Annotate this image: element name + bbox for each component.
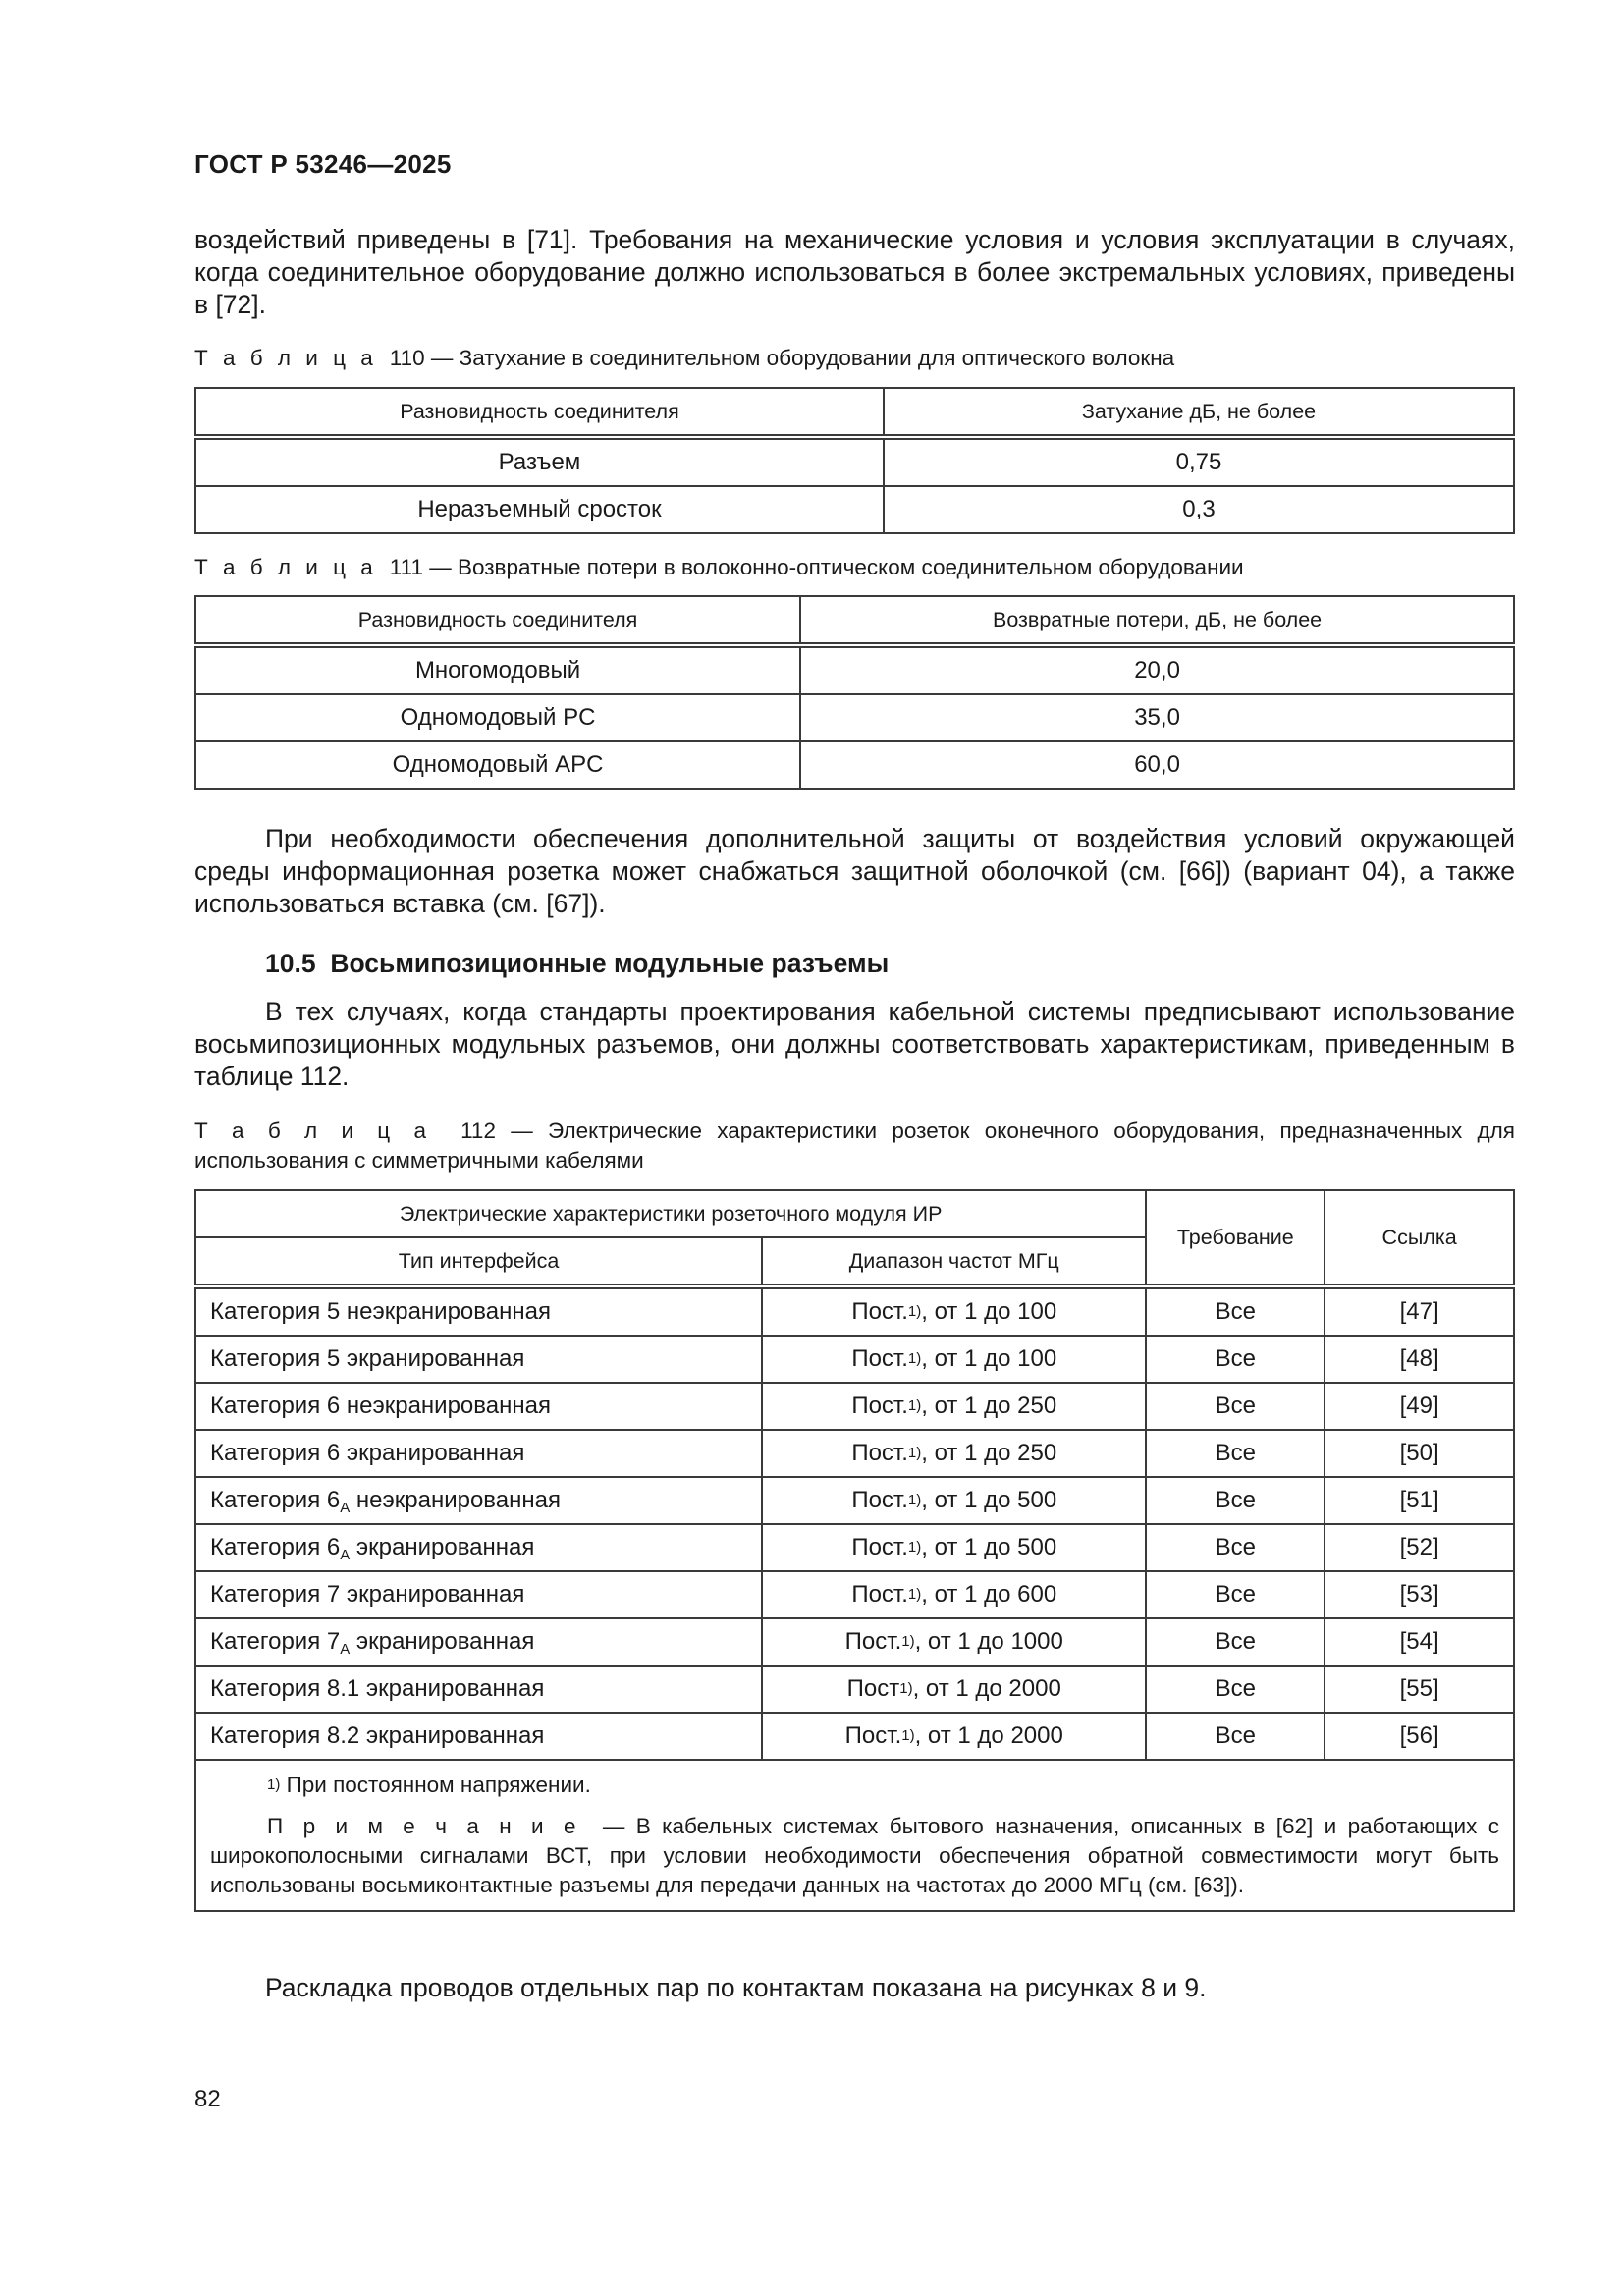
frequency-cell <box>762 1618 1146 1666</box>
table-cell: Многомодовый <box>195 645 800 694</box>
reference-cell: [49] <box>1325 1383 1514 1430</box>
table-row <box>195 1383 1514 1430</box>
section-title: Восьмипозиционные модульные разъемы <box>330 949 890 978</box>
footnote-ref: 1) <box>907 1397 922 1414</box>
reference-cell: [51] <box>1325 1477 1514 1524</box>
type-prefix: Категория 7 <box>210 1628 341 1655</box>
table-row <box>195 1286 1514 1336</box>
document-header: ГОСТ Р 53246—2025 <box>194 149 452 179</box>
section-heading <box>265 949 889 979</box>
table110-caption-text: 110 — Затухание в соединительном оборудовании для оптического волокна <box>389 346 1175 370</box>
freq-range: , от 1 до 500 <box>921 1487 1057 1513</box>
protection-paragraph: При необходимости обеспечения дополнительной защиты от воздействия условий окружающей среды информационная розетка может снабжаться защитной оболочкой (см. [66]) (вариант 04), а также использоваться вставка (см. [67]). <box>194 824 1515 918</box>
table-note <box>210 1812 1499 1900</box>
page-number: 82 <box>194 2086 221 2112</box>
table-row <box>195 694 1514 741</box>
footnote-ref: 1) <box>907 1445 922 1461</box>
requirement-cell: Все <box>1146 1383 1325 1430</box>
frequency-cell <box>762 1524 1146 1571</box>
footnote-ref: 1) <box>907 1350 922 1367</box>
reference-cell: [56] <box>1325 1713 1514 1760</box>
frequency-cell <box>762 1571 1146 1618</box>
frequency-cell <box>762 1430 1146 1477</box>
interface-type-cell: Категория 8.1 экранированная <box>195 1666 762 1713</box>
table112-label: Т а б л и ц а <box>194 1119 431 1143</box>
freq-prefix: Пост. <box>851 1298 908 1325</box>
table110-caption <box>194 344 1515 373</box>
freq-prefix: Пост. <box>851 1440 908 1466</box>
table-row <box>195 1524 1514 1571</box>
table-row <box>195 1618 1514 1666</box>
footnote-ref: 1) <box>899 1680 913 1697</box>
table-row <box>195 437 1514 486</box>
requirement-cell: Все <box>1146 1477 1325 1524</box>
table-row <box>195 1571 1514 1618</box>
table111-caption <box>194 553 1515 582</box>
interface-type-cell <box>195 1477 762 1524</box>
requirement-cell: Все <box>1146 1286 1325 1336</box>
table111-label: Т а б л и ц а <box>194 555 378 579</box>
frequency-cell <box>762 1477 1146 1524</box>
type-suffix: неэкранированная <box>350 1487 561 1513</box>
freq-prefix: Пост. <box>851 1534 908 1560</box>
reference-cell: [48] <box>1325 1336 1514 1383</box>
requirement-cell: Все <box>1146 1618 1325 1666</box>
table112-caption <box>194 1117 1515 1175</box>
reference-cell: [50] <box>1325 1430 1514 1477</box>
table-row <box>195 1713 1514 1760</box>
table-row <box>195 1477 1514 1524</box>
interface-type-cell: Категория 6 экранированная <box>195 1430 762 1477</box>
table112-body <box>195 1286 1514 1760</box>
section-number: 10.5 <box>265 949 316 978</box>
interface-type-cell <box>195 1618 762 1666</box>
table-row <box>195 1430 1514 1477</box>
requirement-cell: Все <box>1146 1713 1325 1760</box>
table111-caption-text: 111 — Возвратные потери в волоконно-оптическом соединительном оборудовании <box>389 555 1244 579</box>
frequency-cell <box>762 1286 1146 1336</box>
table-cell: 60,0 <box>800 741 1514 789</box>
table111-header-type: Разновидность соединителя <box>195 596 800 645</box>
final-paragraph: Раскладка проводов отдельных пар по контактам показана на рисунках 8 и 9. <box>265 1973 1207 2002</box>
requirement-cell: Все <box>1146 1430 1325 1477</box>
freq-range: , от 1 до 500 <box>921 1534 1057 1560</box>
freq-range: , от 1 до 100 <box>921 1298 1057 1325</box>
reference-cell: [52] <box>1325 1524 1514 1571</box>
interface-type-cell: Категория 8.2 экранированная <box>195 1713 762 1760</box>
table110-label: Т а б л и ц а <box>194 346 378 370</box>
footnote <box>210 1771 1499 1800</box>
table-cell: Одномодовый APC <box>195 741 800 789</box>
footnote-ref: 1) <box>901 1727 915 1744</box>
freq-prefix: Пост. <box>851 1487 908 1513</box>
frequency-cell <box>762 1666 1146 1713</box>
interface-type-cell: Категория 5 экранированная <box>195 1336 762 1383</box>
table-110 <box>194 387 1515 534</box>
requirement-cell: Все <box>1146 1336 1325 1383</box>
footnote-text: При постоянном напряжении. <box>286 1773 591 1797</box>
freq-prefix: Пост. <box>844 1722 902 1749</box>
freq-range: , от 1 до 600 <box>921 1581 1057 1608</box>
table112-caption-text: 112 — Электрические характеристики розеток оконечного оборудования, предназначенных для использования с симметричными кабелями <box>194 1119 1515 1173</box>
footnote-ref: 1) <box>907 1586 922 1603</box>
table-cell: 0,75 <box>884 437 1514 486</box>
freq-range: , от 1 до 2000 <box>914 1722 1063 1749</box>
freq-range: , от 1 до 100 <box>921 1345 1057 1372</box>
reference-cell: [54] <box>1325 1618 1514 1666</box>
type-suffix: экранированная <box>350 1534 535 1560</box>
footnote-ref: 1) <box>901 1633 915 1650</box>
type-subscript: A <box>340 1641 351 1658</box>
footnote-marker: 1) <box>267 1777 281 1793</box>
reference-cell: [53] <box>1325 1571 1514 1618</box>
footnote-ref: 1) <box>907 1539 922 1556</box>
table-111 <box>194 595 1515 790</box>
type-prefix: Категория 6 <box>210 1534 341 1560</box>
table110-header-loss: Затухание дБ, не более <box>884 388 1514 437</box>
note-text: — В кабельных системах бытового назначения, описанных в [62] и работающих с широкополосными сигналами ВСТ, при условии необходимости обеспечения обратной совместимости могут быть использованы восьмиконтактные разъемы для передачи данных на частотах до 2000 МГц (см. [63]). <box>210 1814 1499 1897</box>
table111-header-loss: Возвратные потери, дБ, не более <box>800 596 1514 645</box>
type-prefix: Категория 6 <box>210 1487 341 1513</box>
freq-prefix: Пост <box>846 1675 900 1702</box>
freq-prefix: Пост. <box>844 1628 902 1655</box>
freq-range: , от 1 до 250 <box>921 1393 1057 1419</box>
type-subscript: A <box>340 1547 351 1563</box>
table-row <box>195 1666 1514 1713</box>
table-cell: 35,0 <box>800 694 1514 741</box>
table112-group-header: Электрические характеристики розеточного модуля ИР <box>195 1190 1146 1237</box>
table-row <box>195 741 1514 789</box>
table112-footer <box>195 1760 1514 1911</box>
reference-cell: [55] <box>1325 1666 1514 1713</box>
interface-type-cell: Категория 7 экранированная <box>195 1571 762 1618</box>
footnote-ref: 1) <box>907 1492 922 1508</box>
table110-header-type: Разновидность соединителя <box>195 388 884 437</box>
table-row <box>195 486 1514 533</box>
type-suffix: экранированная <box>350 1628 535 1655</box>
frequency-cell <box>762 1713 1146 1760</box>
interface-type-cell <box>195 1524 762 1571</box>
requirement-cell: Все <box>1146 1571 1325 1618</box>
table-112 <box>194 1189 1515 1912</box>
interface-type-cell: Категория 6 неэкранированная <box>195 1383 762 1430</box>
footnote-ref: 1) <box>907 1303 922 1320</box>
section-paragraph: В тех случаях, когда стандарты проектирования кабельной системы предписывают использование восьмипозиционных модульных разъемов, они должны соответствовать характеристикам, приведенным в таблице 112. <box>194 997 1515 1091</box>
frequency-cell <box>762 1336 1146 1383</box>
table112-header-interface: Тип интерфейса <box>195 1237 762 1286</box>
table112-header-reference: Ссылка <box>1325 1190 1514 1286</box>
requirement-cell: Все <box>1146 1524 1325 1571</box>
type-subscript: A <box>340 1500 351 1516</box>
interface-type-cell: Категория 5 неэкранированная <box>195 1286 762 1336</box>
reference-cell: [47] <box>1325 1286 1514 1336</box>
freq-prefix: Пост. <box>851 1345 908 1372</box>
table112-header-requirement: Требование <box>1146 1190 1325 1286</box>
freq-range: , от 1 до 2000 <box>912 1675 1061 1702</box>
freq-prefix: Пост. <box>851 1581 908 1608</box>
table-cell: Одномодовый PC <box>195 694 800 741</box>
table112-header-freq: Диапазон частот МГц <box>762 1237 1146 1286</box>
table-cell: Разъем <box>195 437 884 486</box>
table-cell: 0,3 <box>884 486 1514 533</box>
table-row <box>195 1336 1514 1383</box>
intro-paragraph <box>194 224 1515 321</box>
freq-prefix: Пост. <box>851 1393 908 1419</box>
requirement-cell: Все <box>1146 1666 1325 1713</box>
table-row <box>195 645 1514 694</box>
intro-text: воздействий приведены в [71]. Требования на механические условия и условия эксплуатации в случаях, когда соединительное оборудование должно использоваться в более экстремальных условиях, приведены в [72]. <box>194 225 1515 319</box>
table-cell: Неразъемный сросток <box>195 486 884 533</box>
table-cell: 20,0 <box>800 645 1514 694</box>
freq-range: , от 1 до 1000 <box>914 1628 1063 1655</box>
frequency-cell <box>762 1383 1146 1430</box>
note-label: П р и м е ч а н и е <box>267 1814 581 1838</box>
freq-range: , от 1 до 250 <box>921 1440 1057 1466</box>
